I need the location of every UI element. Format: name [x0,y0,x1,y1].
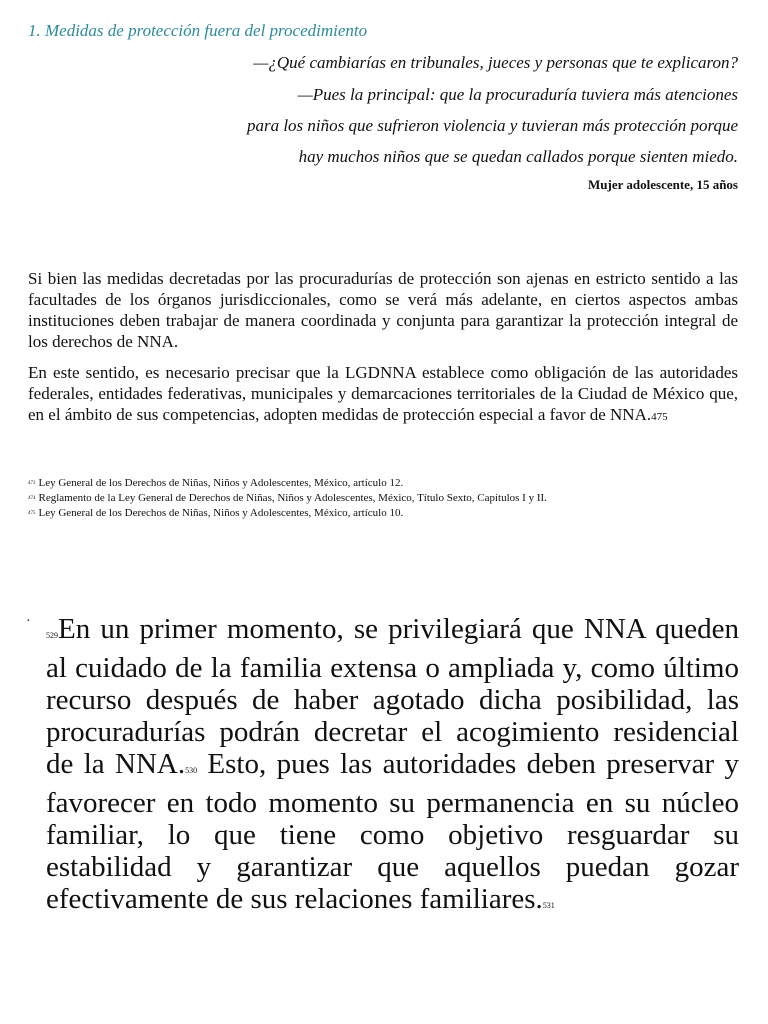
quote-line-2: —Pues la principal: que la procuraduría tuviera más atenciones [297,85,738,104]
footnote-item [28,491,738,506]
footnotes [28,476,738,521]
footnote-item [28,476,738,491]
body-paragraph-2-text: En este sentido, es necesario precisar que la LGDNNA establece como obligación de las autoridades federales, entidades federativas, municipales y demarcaciones territoriales de la Ciudad de México que, en el ámbito de sus competencias, adopten medidas de protección especial a favor de NNA. [28,363,738,424]
body-paragraph-2 [28,362,738,428]
footnote-ref-531: 531 [542,901,555,910]
zoomed-text-part-1: En un primer momento, se privilegiará que NNA queden al cuidado de la familia extensa o ampliada y, como último recurso después de haber agotado dicha posibilidad, las procuradurías podrán decretar el acogimiento residencial de la NNA. [46,613,739,780]
footnote-number: 475 [28,511,36,517]
section-heading: 1. Medidas de protección fuera del procedimiento [28,21,368,40]
footnote-ref-530: 530 [185,766,198,775]
body-paragraph-1: Si bien las medidas decretadas por las procuradurías de protección son ajenas en estricto sentido a las facultades de los órganos jurisdiccionales, como se verá más adelante, en ciertos aspectos ambas instituciones deben trabajar de manera coordinada y conjunta para garantizar la protección integral de los derechos de NNA. [28,269,738,351]
quote-line-3: para los niños que sufrieron violencia y tuvieran más protección porque [246,116,738,135]
footnote-text: Ley General de los Derechos de Niñas, Niños y Adolescentes, México, artículo 10. [38,507,404,520]
footnote-text: Ley General de los Derechos de Niñas, Niños y Adolescentes, México, artículo 12. [38,477,404,490]
quote-line-4: hay muchos niños que se quedan callados porque sienten miedo. [298,147,738,166]
footnote-number: 474 [28,496,36,502]
zoomed-text-part-2: Esto, pues las autoridades deben preservar y favorecer en todo momento su permanencia en su núcleo familiar, lo que tiene como objetivo resguardar su estabilidad y garantizar que aquellos puedan gozar efectivamente de sus relaciones familiares. [46,748,739,915]
quote-line-1: —¿Qué cambiarías en tribunales, jueces y personas que te explicaron? [253,53,738,72]
quote-attribution: Mujer adolescente, 15 años [588,177,738,192]
footnote-ref-475: 475 [651,411,668,423]
footnote-number: 473 [28,481,36,486]
bullet-dot: · [26,614,31,629]
footnote-text: Reglamento de la Ley General de Derechos de Niñas, Niños y Adolescentes, México, Título Sexto, Capítulos I y II. [38,492,547,505]
footnote-ref-529: 529 [46,631,58,640]
footnote-item [28,506,738,521]
zoomed-paragraph [46,613,739,922]
